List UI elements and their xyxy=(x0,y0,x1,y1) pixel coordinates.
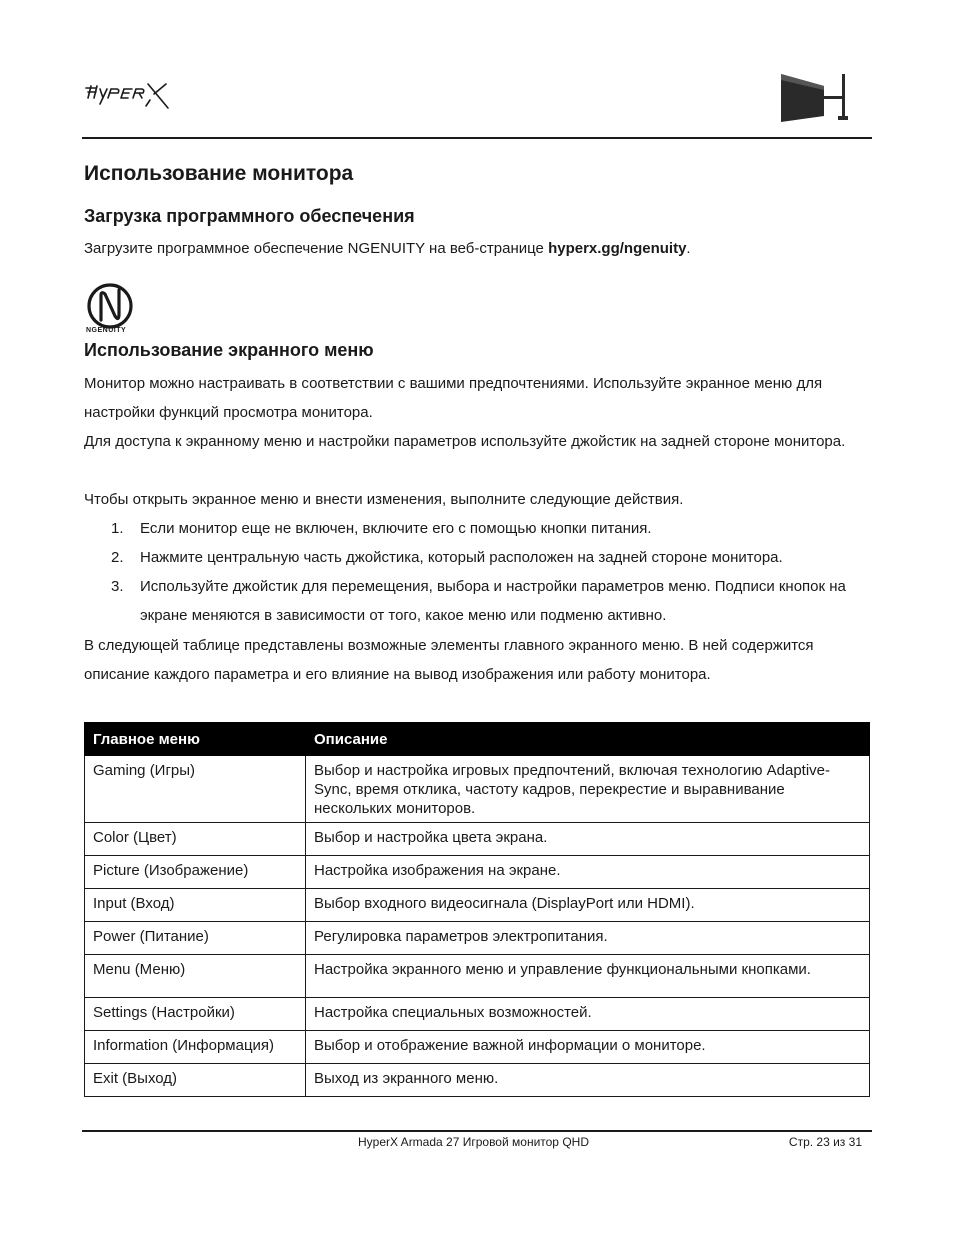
osd-paragraph-1: Монитор можно настраивать в соответствии с вашими предпочтениями. Используйте экранное меню для настройки функций просмотра монитора. xyxy=(84,375,823,421)
menu-cell: Color (Цвет) xyxy=(85,823,306,856)
footer-page-number: Стр. 23 из 31 xyxy=(788,1135,862,1149)
description-cell: Регулировка параметров электропитания. xyxy=(306,922,870,955)
list-item xyxy=(84,543,884,572)
osd-paragraph-2: Для доступа к экранному меню и настройки параметров используйте джойстик на задней стороне монитора. xyxy=(84,433,846,450)
main-menu-table xyxy=(84,722,870,1097)
menu-cell: Information (Информация) xyxy=(85,1031,306,1064)
description-cell: Выбор и отображение важной информации о мониторе. xyxy=(306,1031,870,1064)
table-row xyxy=(85,856,870,889)
step-text: Нажмите центральную часть джойстика, который расположен на задней стороне монитора. xyxy=(140,549,783,566)
column-header-description: Описание xyxy=(306,723,870,756)
menu-cell: Menu (Меню) xyxy=(85,955,306,998)
table-row xyxy=(85,823,870,856)
download-paragraph xyxy=(84,234,874,263)
download-text-end: . xyxy=(686,240,691,257)
menu-cell: Input (Вход) xyxy=(85,889,306,922)
list-item xyxy=(84,514,884,543)
table-row xyxy=(85,955,870,998)
ngenuity-link[interactable]: hyperx.gg/ngenuity xyxy=(548,240,687,257)
step-text: Если монитор еще не включен, включите его с помощью кнопки питания. xyxy=(140,520,652,537)
description-cell: Выбор и настройка игровых предпочтений, включая технологию Adaptive-Sync, время отклика, частоту кадров, перекрестие и выравнивание нескольких мониторов. xyxy=(306,756,870,823)
description-cell: Настройка экранного меню и управление функциональными кнопками. xyxy=(306,955,870,998)
page-title: Использование монитора xyxy=(84,162,354,185)
description-cell: Настройка специальных возможностей. xyxy=(306,998,870,1031)
menu-cell: Picture (Изображение) xyxy=(85,856,306,889)
step-number: 1. xyxy=(111,520,124,537)
footer-rule xyxy=(82,1130,872,1132)
table-row xyxy=(85,756,870,823)
table-row xyxy=(85,922,870,955)
ngenuity-logo-label: NGENUITY xyxy=(86,327,127,334)
step-number: 2. xyxy=(111,549,124,566)
column-header-menu: Главное меню xyxy=(85,723,306,756)
steps-list xyxy=(84,514,884,630)
menu-cell: Gaming (Игры) xyxy=(85,756,306,823)
description-cell: Выход из экранного меню. xyxy=(306,1064,870,1097)
description-cell: Выбор входного видеосигнала (DisplayPort или HDMI). xyxy=(306,889,870,922)
menu-cell: Exit (Выход) xyxy=(85,1064,306,1097)
section-heading-osd: Использование экранного меню xyxy=(84,340,374,360)
table-row xyxy=(85,998,870,1031)
download-text: Загрузите программное обеспечение NGENUITY на веб-странице xyxy=(84,240,549,257)
table-row xyxy=(85,1064,870,1097)
table-header-row xyxy=(85,723,870,756)
list-item xyxy=(84,572,884,630)
monitor-on-arm-icon xyxy=(778,72,852,124)
table-row xyxy=(85,889,870,922)
step-number: 3. xyxy=(111,578,124,595)
table-row xyxy=(85,1031,870,1064)
osd-paragraph-4: В следующей таблице представлены возможные элементы главного экранного меню. В ней содержится описание каждого параметра и его влияние на вывод изображения или работу монитора. xyxy=(84,637,814,683)
hyperx-logo-icon xyxy=(84,80,184,112)
footer-document-title: HyperX Armada 27 Игровой монитор QHD xyxy=(358,1135,589,1149)
header-rule xyxy=(82,137,872,139)
section-heading-download: Загрузка программного обеспечения xyxy=(84,206,415,226)
step-text: Используйте джойстик для перемещения, выбора и настройки параметров меню. Подписи кнопок на экране меняются в зависимости от того, какое меню или подменю активно. xyxy=(140,578,846,624)
menu-cell: Power (Питание) xyxy=(85,922,306,955)
description-cell: Выбор и настройка цвета экрана. xyxy=(306,823,870,856)
osd-paragraph-3: Чтобы открыть экранное меню и внести изменения, выполните следующие действия. xyxy=(84,491,684,508)
description-cell: Настройка изображения на экране. xyxy=(306,856,870,889)
menu-cell: Settings (Настройки) xyxy=(85,998,306,1031)
